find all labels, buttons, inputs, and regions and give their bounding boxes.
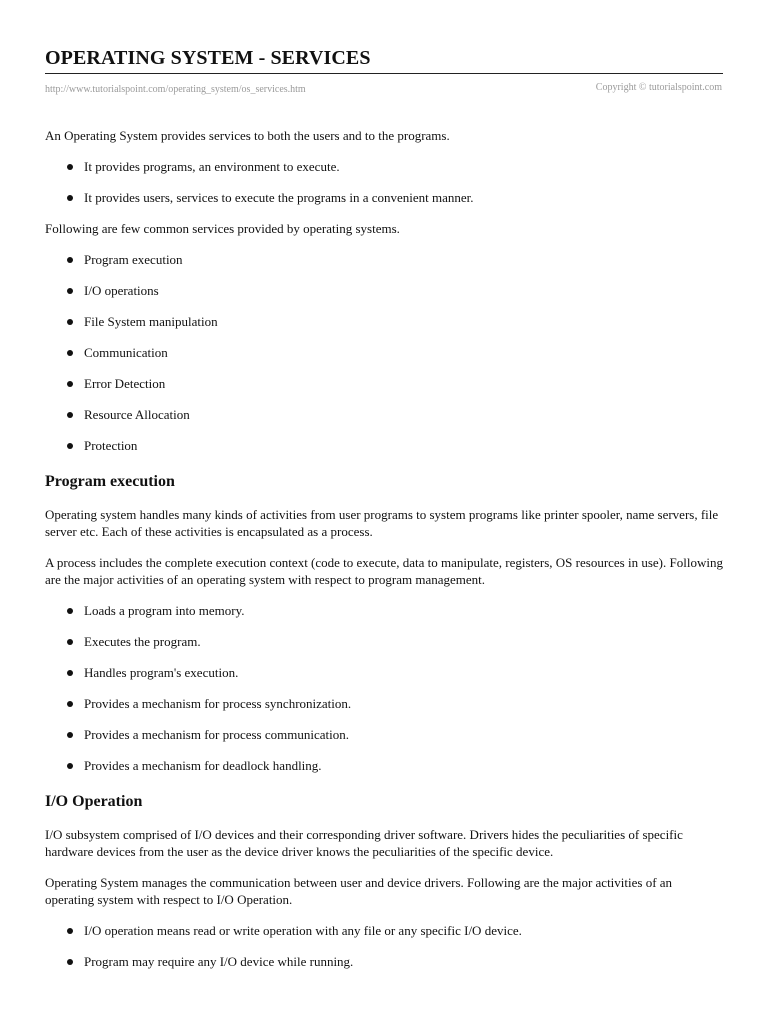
list-item [45, 437, 723, 454]
list-item-text: Provides a mechanism for process communication. [84, 727, 349, 742]
list-item [45, 344, 723, 361]
list-item [45, 664, 723, 681]
bullet-icon [67, 732, 73, 738]
copyright-notice: Copyright © tutorialspoint.com [595, 82, 722, 93]
io-operation-activities [45, 922, 723, 970]
bullet-icon [67, 288, 73, 294]
list-item [45, 406, 723, 423]
services-list [45, 251, 723, 454]
list-item-text: Program may require any I/O device while running. [84, 954, 354, 969]
list-item [45, 313, 723, 330]
list-item-text: Executes the program. [84, 634, 201, 649]
document-page [45, 44, 723, 984]
bullet-icon [67, 608, 73, 614]
list-item-text: Protection [84, 438, 138, 453]
list-item [45, 922, 723, 939]
program-execution-activities [45, 602, 723, 774]
list-item [45, 189, 723, 206]
bullet-icon [67, 195, 73, 201]
bullet-icon [67, 257, 73, 263]
program-execution-paragraph-2: A process includes the complete execution context (code to execute, data to manipulate, registers, OS resources in use). Following are the major activities of an operating system with respect to program management. [45, 555, 723, 587]
page-meta [45, 82, 723, 96]
bullet-icon [67, 928, 73, 934]
list-item-text: Resource Allocation [84, 407, 190, 422]
intro-bullet-list [45, 158, 723, 206]
list-item [45, 158, 723, 175]
list-item-text: I/O operations [84, 283, 159, 298]
list-item [45, 726, 723, 743]
list-item-text: Loads a program into memory. [84, 603, 245, 618]
list-item-text: I/O operation means read or write operation with any file or any specific I/O device. [84, 923, 522, 938]
program-execution-paragraph-1: Operating system handles many kinds of activities from user programs to system programs like printer spooler, name servers, file server etc. Each of these activities is encapsulated as a process. [45, 507, 719, 539]
section-heading-io-operation: I/O Operation [45, 793, 143, 810]
bullet-icon [67, 164, 73, 170]
section-heading-program-execution: Program execution [45, 473, 175, 490]
source-url[interactable]: http://www.tutorialspoint.com/operating_system/os_services.htm [45, 84, 306, 95]
list-item [45, 695, 723, 712]
io-operation-paragraph-2: Operating System manages the communication between user and device drivers. Following are the major activities of an operating system with respect to I/O Operation. [45, 875, 673, 907]
bullet-icon [67, 412, 73, 418]
list-item [45, 251, 723, 268]
article-body [45, 127, 723, 970]
bullet-icon [67, 381, 73, 387]
bullet-icon [67, 319, 73, 325]
list-item-text: It provides programs, an environment to execute. [84, 159, 340, 174]
list-item [45, 633, 723, 650]
bullet-icon [67, 959, 73, 965]
bullet-icon [67, 639, 73, 645]
list-item-text: Provides a mechanism for process synchronization. [84, 696, 352, 711]
list-item [45, 757, 723, 774]
list-item-text: Handles program's execution. [84, 665, 239, 680]
list-item [45, 375, 723, 392]
io-operation-paragraph-1: I/O subsystem comprised of I/O devices and their corresponding driver software. Drivers hides the peculiarities of specific hardware devices from the user as the device driver knows the peculiarities of the specific device. [45, 827, 683, 859]
list-item [45, 602, 723, 619]
list-item-text: Program execution [84, 252, 183, 267]
list-item-text: It provides users, services to execute the programs in a convenient manner. [84, 190, 474, 205]
bullet-icon [67, 701, 73, 707]
bullet-icon [67, 443, 73, 449]
list-item-text: Error Detection [84, 376, 166, 391]
list-item [45, 953, 723, 970]
services-intro-paragraph: Following are few common services provided by operating systems. [45, 221, 400, 236]
list-item [45, 282, 723, 299]
bullet-icon [67, 763, 73, 769]
bullet-icon [67, 350, 73, 356]
list-item-text: File System manipulation [84, 314, 218, 329]
list-item-text: Communication [84, 345, 168, 360]
bullet-icon [67, 670, 73, 676]
list-item-text: Provides a mechanism for deadlock handling. [84, 758, 322, 773]
intro-paragraph: An Operating System provides services to both the users and to the programs. [45, 128, 450, 143]
page-title: OPERATING SYSTEM - SERVICES [45, 44, 723, 74]
